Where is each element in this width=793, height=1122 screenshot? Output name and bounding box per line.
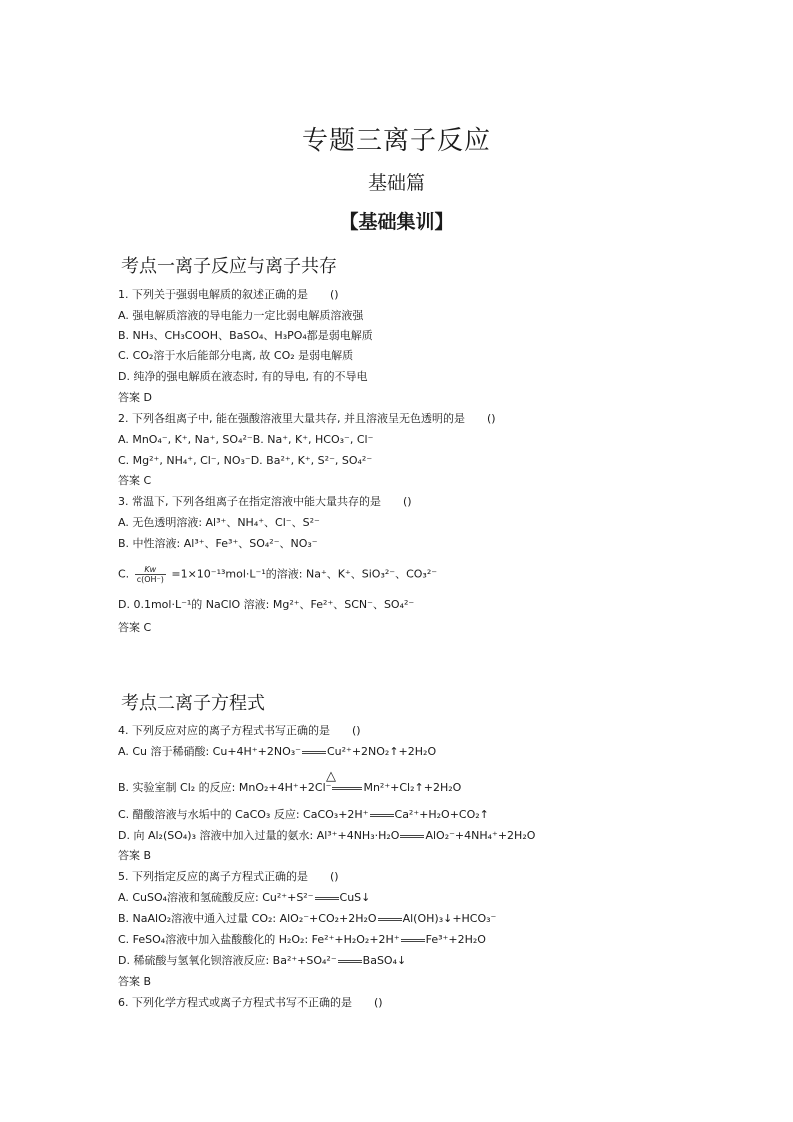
q3-option-b: B. 中性溶液: Al³⁺、Fe³⁺、SO₄²⁻、NO₃⁻	[118, 537, 318, 550]
section-heading-1: 考点一离子反应与离子共存	[121, 256, 337, 277]
q4-option-d	[118, 829, 535, 843]
equation-right: Ca²⁺+H₂O+CO₂↑	[394, 808, 489, 821]
equals-sign	[401, 939, 425, 942]
q4-option-a	[118, 745, 436, 759]
q5-option-a	[118, 891, 370, 905]
equation-right: Cu²⁺+2NO₂↑+2H₂O	[326, 745, 437, 758]
q4-answer: 答案 B	[118, 849, 152, 862]
equation-left: A. Cu 溶于稀硝酸: Cu+4H⁺+2NO₃⁻	[118, 745, 301, 758]
q5-option-c	[118, 933, 486, 947]
q1-option-b: B. NH₃、CH₃COOH、BaSO₄、H₃PO₄都是弱电解质	[118, 329, 373, 342]
equals-sign	[315, 897, 339, 900]
fraction-numerator: Kw	[135, 565, 166, 575]
equals-sign	[338, 960, 362, 963]
equation-right: CuS↓	[339, 891, 371, 904]
equation-left: B. 实验室制 Cl₂ 的反应: MnO₂+4H⁺+2Cl⁻	[118, 781, 332, 794]
q3-answer: 答案 C	[118, 621, 152, 634]
equals-sign	[370, 814, 394, 817]
q5-stem: 5. 下列指定反应的离子方程式正确的是 ()	[118, 870, 339, 883]
heat-delta-icon: △	[326, 769, 336, 784]
q3-option-c	[118, 565, 437, 584]
q4-option-c	[118, 808, 489, 822]
q2-answer: 答案 C	[118, 474, 152, 487]
q1-stem: 1. 下列关于强弱电解质的叙述正确的是 ()	[118, 288, 339, 301]
fraction	[135, 565, 166, 584]
equals-sign	[332, 787, 362, 790]
page-subtitle: 基础篇	[367, 172, 425, 194]
equation-left: A. CuSO₄溶液和氢硫酸反应: Cu²⁺+S²⁻	[118, 891, 314, 904]
section-heading-2: 考点二离子方程式	[121, 693, 265, 714]
equation-right: Mn²⁺+Cl₂↑+2H₂O	[363, 781, 462, 794]
q5-answer: 答案 B	[118, 975, 152, 988]
q5-option-d	[118, 954, 406, 968]
q1-option-c: C. CO₂溶于水后能部分电离, 故 CO₂ 是弱电解质	[118, 349, 354, 362]
q2-options-ab: A. MnO₄⁻, K⁺, Na⁺, SO₄²⁻B. Na⁺, K⁺, HCO₃⁻, Cl⁻	[118, 433, 374, 446]
page-title: 专题三离子反应	[301, 126, 491, 156]
equation-right: Fe³⁺+2H₂O	[425, 933, 486, 946]
q6-stem: 6. 下列化学方程式或离子方程式书写不正确的是 ()	[118, 996, 383, 1009]
equation-right: BaSO₄↓	[362, 954, 407, 967]
section-banner: 【基础集训】	[339, 211, 454, 233]
q4-stem: 4. 下列反应对应的离子方程式书写正确的是 ()	[118, 724, 361, 737]
q2-stem: 2. 下列各组离子中, 能在强酸溶液里大量共存, 并且溶液呈无色透明的是 ()	[118, 412, 496, 425]
q1-answer: 答案 D	[118, 391, 152, 404]
equation-left: D. 稀硫酸与氢氧化钡溶液反应: Ba²⁺+SO₄²⁻	[118, 954, 337, 967]
q1-option-d: D. 纯净的强电解质在液态时, 有的导电, 有的不导电	[118, 370, 368, 383]
q4-option-b	[118, 781, 461, 795]
equation-left: B. NaAlO₂溶液中通入过量 CO₂: AlO₂⁻+CO₂+2H₂O	[118, 912, 377, 925]
q5-option-b	[118, 912, 496, 926]
equation-right: AlO₂⁻+4NH₄⁺+2H₂O	[425, 829, 536, 842]
q2-options-cd: C. Mg²⁺, NH₄⁺, Cl⁻, NO₃⁻D. Ba²⁺, K⁺, S²⁻, SO₄²⁻	[118, 454, 373, 467]
q3-option-a: A. 无色透明溶液: Al³⁺、NH₄⁺、Cl⁻、S²⁻	[118, 516, 320, 529]
equation-left: C. FeSO₄溶液中加入盐酸酸化的 H₂O₂: Fe²⁺+H₂O₂+2H⁺	[118, 933, 400, 946]
q1-option-a: A. 强电解质溶液的导电能力一定比弱电解质溶液强	[118, 309, 364, 322]
fraction-denominator: c(OH⁻)	[136, 575, 164, 584]
q3-c-rest: =1×10⁻¹³mol·L⁻¹的溶液: Na⁺、K⁺、SiO₃²⁻、CO₃²⁻	[171, 567, 438, 581]
equals-sign	[400, 835, 424, 838]
equals-sign	[302, 751, 326, 754]
q3-option-d: D. 0.1mol·L⁻¹的 NaClO 溶液: Mg²⁺、Fe²⁺、SCN⁻、SO₄²⁻	[118, 598, 415, 611]
equation-left: C. 醋酸溶液与水垢中的 CaCO₃ 反应: CaCO₃+2H⁺	[118, 808, 369, 821]
equation-left: D. 向 Al₂(SO₄)₃ 溶液中加入过量的氨水: Al³⁺+4NH₃·H₂O	[118, 829, 400, 842]
q3-c-prefix: C.	[118, 567, 130, 581]
q3-stem: 3. 常温下, 下列各组离子在指定溶液中能大量共存的是 ()	[118, 495, 412, 508]
equals-sign	[378, 918, 402, 921]
equation-right: Al(OH)₃↓+HCO₃⁻	[402, 912, 497, 925]
